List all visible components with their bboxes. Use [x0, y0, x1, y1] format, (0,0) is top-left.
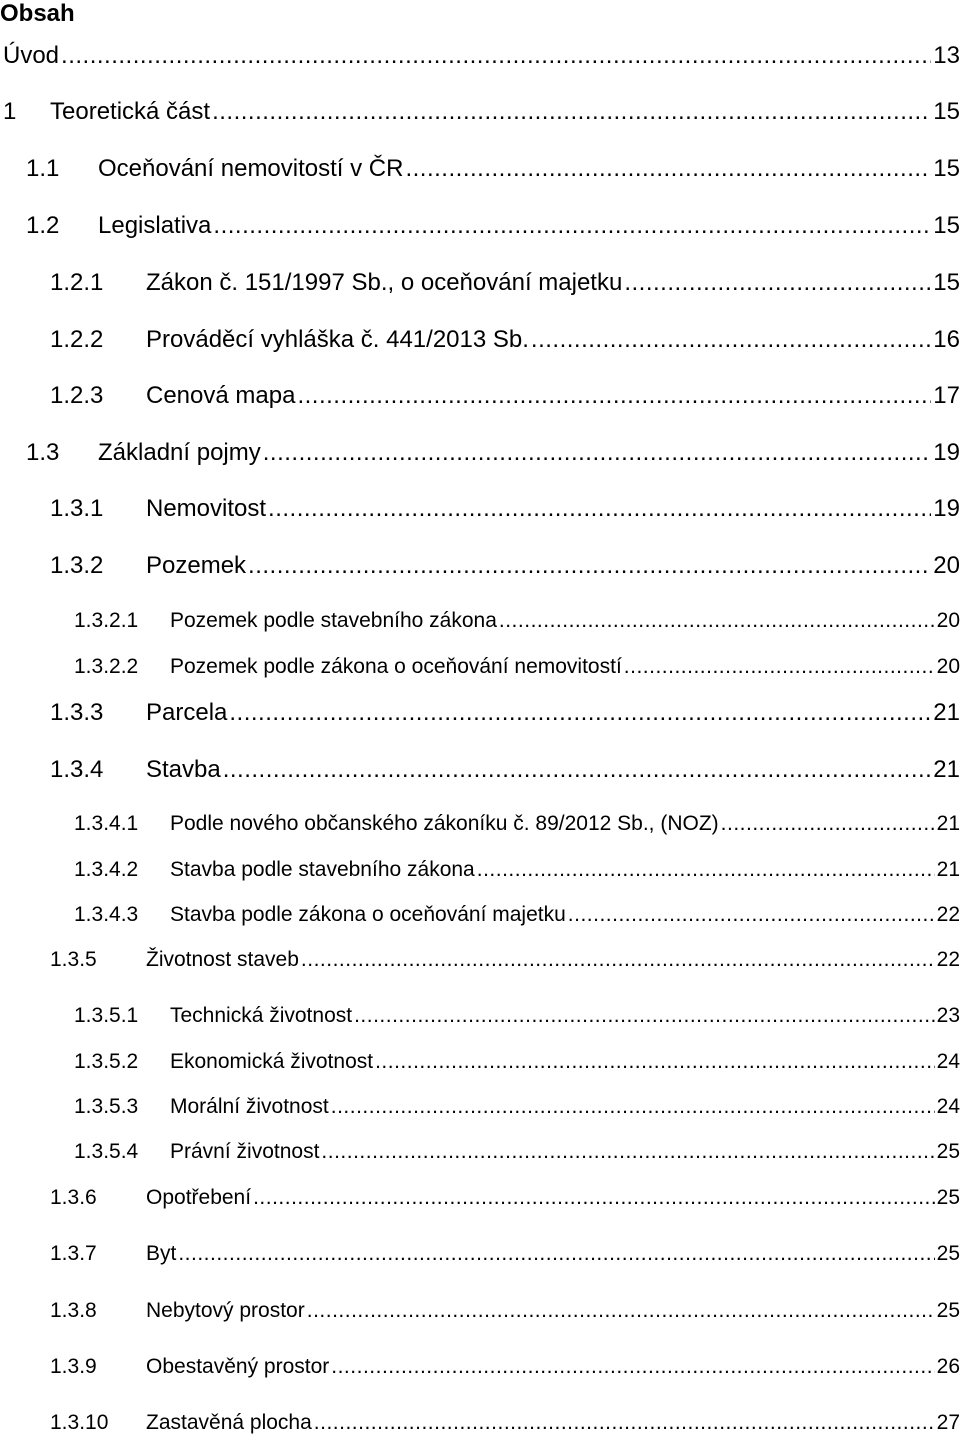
toc-leader	[229, 699, 931, 727]
toc-number: 1.3.7	[50, 1242, 97, 1265]
toc-number: 1.3.4.3	[74, 903, 139, 926]
toc-leader	[624, 269, 931, 297]
toc-entry[interactable]	[74, 858, 960, 890]
toc-leader	[253, 1186, 935, 1210]
toc-label: Ekonomická životnost	[170, 1050, 374, 1073]
toc-label: Teoretická část	[50, 98, 211, 125]
toc-label: Cenová mapa	[146, 382, 296, 409]
toc-page: 15	[933, 212, 960, 239]
toc-entry[interactable]	[50, 1186, 960, 1218]
toc-leader	[624, 655, 935, 679]
toc-page: 26	[936, 1355, 960, 1378]
toc-page: 21	[936, 812, 960, 835]
toc-label: Nemovitost	[146, 495, 267, 522]
toc-entry[interactable]	[74, 609, 960, 641]
toc-number: 1.1	[26, 155, 60, 182]
toc-leader	[61, 42, 931, 70]
toc-page: 23	[936, 1004, 960, 1027]
toc-page: 13	[933, 42, 960, 69]
toc-leader	[263, 439, 932, 467]
toc-leader	[321, 1140, 934, 1164]
toc-entry[interactable]	[50, 948, 960, 980]
toc-leader	[531, 326, 931, 354]
toc-label: Byt	[146, 1242, 177, 1265]
toc-page: 21	[933, 699, 960, 726]
toc-label: Obestavěný prostor	[146, 1355, 330, 1378]
toc-leader	[375, 1050, 935, 1074]
toc-leader	[307, 1299, 935, 1323]
toc-entry[interactable]	[50, 382, 960, 414]
toc-page: 21	[933, 756, 960, 783]
toc-label: Prováděcí vyhláška č. 441/2013 Sb.	[146, 326, 529, 353]
toc-entry[interactable]	[74, 1004, 960, 1036]
toc-leader	[405, 155, 931, 183]
toc-label: Stavba	[146, 756, 221, 783]
toc-label: Pozemek podle zákona o oceňování nemovitostí	[170, 655, 622, 678]
toc-leader	[297, 382, 931, 410]
toc-number: 1.3.9	[50, 1355, 97, 1378]
toc-label: Základní pojmy	[98, 439, 261, 466]
toc-leader	[268, 495, 931, 523]
toc-page: 24	[936, 1095, 960, 1118]
toc-entry[interactable]	[50, 1299, 960, 1331]
toc-page: 19	[933, 439, 960, 466]
toc-entry[interactable]	[26, 439, 960, 471]
toc-leader	[248, 552, 931, 580]
toc-number: 1.3.2.1	[74, 609, 139, 632]
toc-label: Oceňování nemovitostí v ČR	[98, 155, 404, 182]
toc-number: 1.3.2	[50, 552, 104, 579]
toc-entry[interactable]	[74, 1050, 960, 1082]
toc-entry[interactable]	[50, 1411, 960, 1443]
toc-number: 1.2.1	[50, 269, 104, 296]
toc-number: 1.2	[26, 212, 60, 239]
toc-label: Technická životnost	[170, 1004, 353, 1027]
toc-page: 20	[933, 552, 960, 579]
toc-entry[interactable]	[74, 903, 960, 935]
toc-leader	[212, 98, 931, 126]
toc-label: Opotřebení	[146, 1186, 252, 1209]
toc-leader	[314, 1411, 935, 1435]
toc-label: Podle nového občanského zákoníku č. 89/2012 Sb., (NOZ)	[170, 812, 719, 835]
toc-number: 1.3	[26, 439, 60, 466]
toc-number: 1.3.5.4	[74, 1140, 139, 1163]
toc-entry[interactable]	[74, 1095, 960, 1127]
toc-number: Úvod	[3, 42, 60, 69]
toc-label: Parcela	[146, 699, 228, 726]
toc-entry[interactable]	[26, 212, 960, 244]
toc-label: Stavba podle zákona o oceňování majetku	[170, 903, 566, 926]
toc-entry[interactable]	[3, 42, 960, 74]
toc-page: 25	[936, 1299, 960, 1322]
toc-entry[interactable]	[50, 552, 960, 584]
toc-page: 16	[933, 326, 960, 353]
toc-leader	[331, 1095, 935, 1119]
toc-label: Zastavěná plocha	[146, 1411, 312, 1434]
toc-page: 22	[936, 903, 960, 926]
toc-number: 1.2.2	[50, 326, 104, 353]
toc-leader	[499, 609, 935, 633]
toc-label: Zákon č. 151/1997 Sb., o oceňování majetku	[146, 269, 623, 296]
toc-number: 1.3.3	[50, 699, 104, 726]
toc-page: 27	[936, 1411, 960, 1434]
toc-entry[interactable]	[50, 326, 960, 358]
toc-label: Životnost staveb	[146, 948, 299, 971]
toc-number: 1	[3, 98, 17, 125]
toc-number: 1.3.4	[50, 756, 104, 783]
toc-page: 20	[936, 609, 960, 632]
toc-leader	[223, 756, 932, 784]
toc-number: 1.3.4.2	[74, 858, 139, 881]
toc-page: 25	[936, 1242, 960, 1265]
toc-page: 19	[933, 495, 960, 522]
toc-entry[interactable]	[74, 655, 960, 687]
toc-entry[interactable]	[74, 812, 960, 844]
toc-label: Stavba podle stavebního zákona	[170, 858, 475, 881]
toc-number: 1.3.8	[50, 1299, 97, 1322]
toc-leader	[354, 1004, 935, 1028]
page-title: Obsah	[0, 0, 75, 27]
toc-page: 25	[936, 1140, 960, 1163]
toc-page: 21	[936, 858, 960, 881]
toc-page: 17	[933, 382, 960, 409]
toc-entry[interactable]	[50, 269, 960, 301]
toc-number: 1.3.4.1	[74, 812, 139, 835]
toc-page: 25	[936, 1186, 960, 1209]
toc-leader	[178, 1242, 934, 1266]
toc-entry[interactable]	[74, 1140, 960, 1172]
toc-leader	[331, 1355, 934, 1379]
toc-leader	[213, 212, 931, 240]
toc-number: 1.3.1	[50, 495, 104, 522]
toc-label: Morální životnost	[170, 1095, 329, 1118]
toc-number: 1.3.10	[50, 1411, 109, 1434]
toc-label: Pozemek	[146, 552, 247, 579]
toc-label: Nebytový prostor	[146, 1299, 305, 1322]
toc-label: Právní životnost	[170, 1140, 320, 1163]
toc-entry[interactable]	[3, 98, 960, 130]
toc-page: 15	[933, 98, 960, 125]
toc-entry[interactable]	[50, 699, 960, 731]
toc-number: 1.3.5	[50, 948, 97, 971]
toc-page: 20	[936, 655, 960, 678]
toc-page: 24	[936, 1050, 960, 1073]
toc-leader	[568, 903, 935, 927]
toc-number: 1.3.5.2	[74, 1050, 139, 1073]
toc-number: 1.2.3	[50, 382, 104, 409]
toc-page: 15	[933, 155, 960, 182]
toc-number: 1.3.5.1	[74, 1004, 139, 1027]
toc-page: 22	[936, 948, 960, 971]
toc-page: 15	[933, 269, 960, 296]
toc-leader	[721, 812, 935, 836]
toc-number: 1.3.6	[50, 1186, 97, 1209]
toc-entry[interactable]	[50, 1355, 960, 1387]
toc-entry[interactable]	[50, 756, 960, 788]
toc-entry[interactable]	[50, 1242, 960, 1274]
toc-label: Pozemek podle stavebního zákona	[170, 609, 497, 632]
toc-leader	[301, 948, 935, 972]
toc-entry[interactable]	[26, 155, 960, 187]
toc-leader	[477, 858, 935, 882]
toc-label: Legislativa	[98, 212, 212, 239]
toc-number: 1.3.2.2	[74, 655, 139, 678]
toc-entry[interactable]	[50, 495, 960, 527]
toc-number: 1.3.5.3	[74, 1095, 139, 1118]
